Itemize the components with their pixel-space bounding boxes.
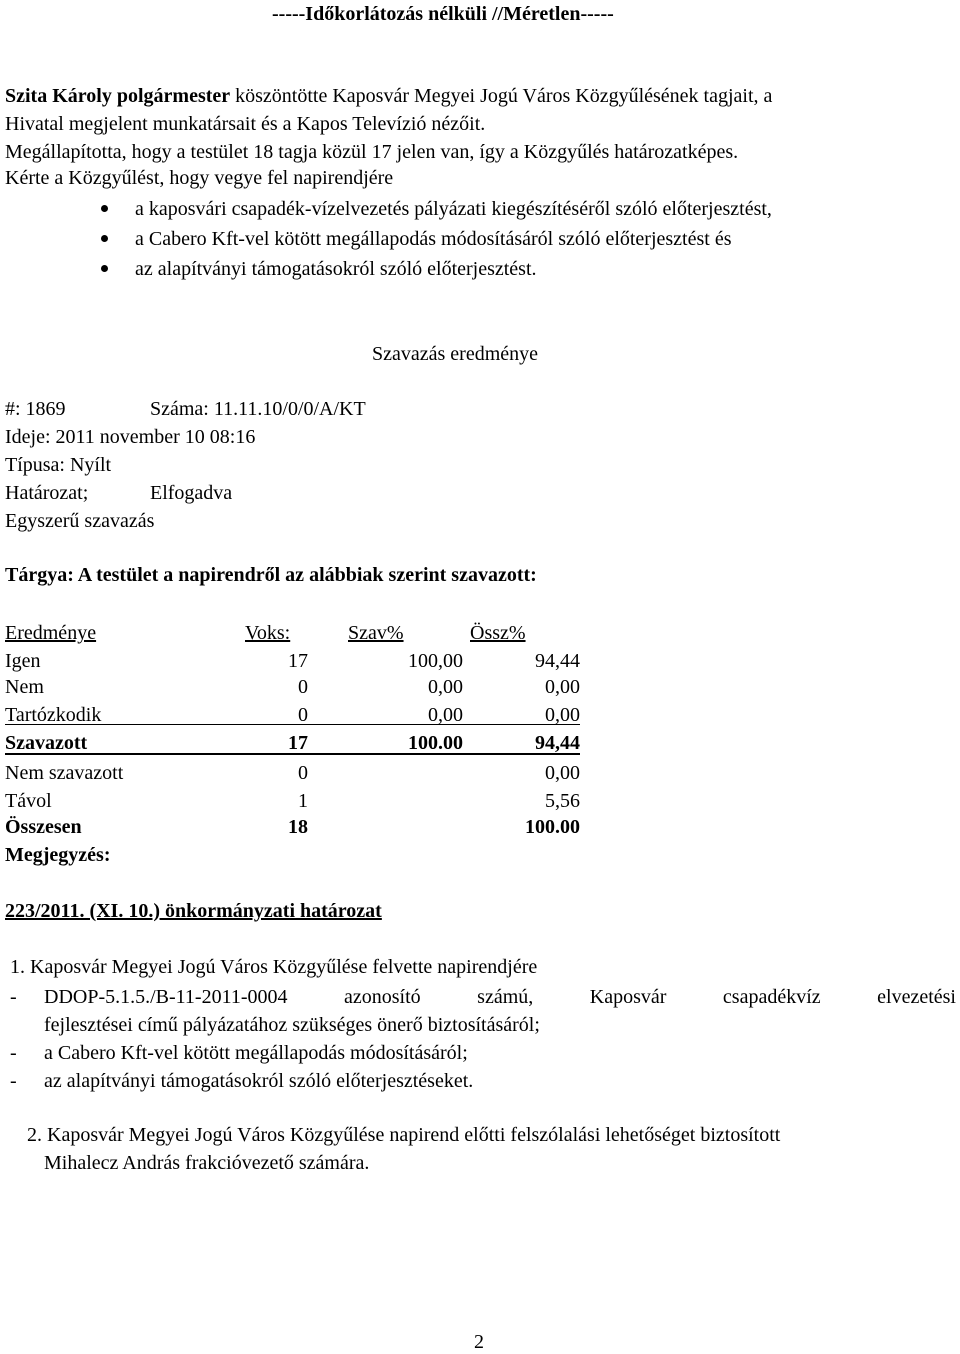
- word: Kaposvár: [589, 986, 667, 1008]
- row-szav: 0,00: [428, 704, 463, 726]
- row-label: Távol: [5, 790, 52, 812]
- decision-value: Elfogadva: [150, 482, 233, 504]
- row-votes: 18: [288, 816, 308, 838]
- row-ossz: 94,44: [535, 732, 580, 754]
- bullet-icon: [101, 235, 108, 242]
- col-header-votes: Voks:: [245, 622, 291, 644]
- col-header-ossz: Össz%: [470, 622, 526, 644]
- vote-section-title: Szavazás eredménye: [372, 343, 539, 365]
- row-ossz: 100.00: [525, 816, 580, 838]
- row-votes: 0: [298, 704, 308, 726]
- intro-line-3: Megállapította, hogy a testület 18 tagja közül 17 jelen van, így a Közgyűlés határozatképes.: [5, 141, 739, 163]
- agenda-item: a Cabero Kft-vel kötött megállapodás módosításáról szóló előterjesztést és: [135, 228, 732, 250]
- resolution-item-2: 2. Kaposvár Megyei Jogú Város Közgyűlése napirend előtti felszólalási lehetőséget biztosított: [27, 1124, 781, 1146]
- word: azonosító: [344, 986, 421, 1008]
- decision-label: Határozat;: [5, 482, 89, 504]
- resolution-dash-1-cont: fejlesztései című pályázatához szükséges önerő biztosításáról;: [44, 1014, 540, 1036]
- resolution-dash-2: a Cabero Kft-vel kötött megállapodás módosításáról;: [44, 1042, 468, 1064]
- row-szav: 100.00: [408, 732, 463, 754]
- intro-line-1-rest: köszöntötte Kaposvár Megyei Jogú Város Közgyűlésének tagjait, a: [230, 85, 773, 107]
- resolution-title: 223/2011. (XI. 10.) önkormányzati határozat: [5, 900, 382, 922]
- col-header-result: Eredménye: [5, 622, 97, 644]
- row-ossz: 94,44: [535, 650, 580, 672]
- row-ossz: 0,00: [545, 704, 580, 726]
- row-ossz: 0,00: [545, 676, 580, 698]
- row-votes: 0: [298, 676, 308, 698]
- row-label: Nem: [5, 676, 44, 698]
- row-ossz: 0,00: [545, 762, 580, 784]
- note-label: Megjegyzés:: [5, 844, 111, 866]
- row-szav: 100,00: [408, 650, 463, 672]
- vote-id: #: 1869: [5, 398, 66, 420]
- row-votes: 0: [298, 762, 308, 784]
- bullet-icon: [101, 265, 108, 272]
- row-label: Nem szavazott: [5, 762, 124, 784]
- row-votes: 1: [298, 790, 308, 812]
- agenda-item: a kaposvári csapadék-vízelvezetés pályázati kiegészítéséről szóló előterjesztést,: [135, 198, 772, 220]
- row-votes: 17: [288, 732, 308, 754]
- row-votes: 17: [288, 650, 308, 672]
- resolution-dash-1: [44, 985, 956, 1009]
- dash-marker: -: [10, 1070, 17, 1092]
- simple-vote: Egyszerű szavazás: [5, 510, 155, 532]
- vote-subject: Tárgya: A testület a napirendről az alábbiak szerint szavazott:: [5, 564, 537, 586]
- intro-line-4: Kérte a Közgyűlést, hogy vegye fel napirendjére: [5, 167, 394, 189]
- resolution-item-2-cont: Mihalecz András frakcióvezető számára.: [44, 1152, 370, 1174]
- row-label: Összesen: [5, 816, 82, 838]
- mayor-name: Szita Károly polgármester: [5, 85, 231, 107]
- vote-date: Ideje: 2011 november 10 08:16: [5, 426, 256, 448]
- row-label: Igen: [5, 650, 41, 672]
- word: DDOP-5.1.5./B-11-2011-0004: [44, 986, 288, 1008]
- agenda-item: az alapítványi támogatásokról szóló előterjesztést.: [135, 258, 537, 280]
- word: csapadékvíz: [722, 986, 821, 1008]
- row-ossz: 5,56: [545, 790, 580, 812]
- vote-type: Típusa: Nyílt: [5, 454, 112, 476]
- page-header: -----Időkorlátozás nélküli //Méretlen-----: [272, 3, 614, 25]
- bullet-icon: [101, 205, 108, 212]
- page-number: 2: [474, 1331, 484, 1353]
- word: elvezetési: [877, 986, 956, 1008]
- dash-marker: -: [10, 986, 17, 1008]
- row-szav: 0,00: [428, 676, 463, 698]
- row-label: Szavazott: [5, 732, 88, 754]
- vote-number: Száma: 11.11.10/0/0/A/KT: [150, 398, 366, 420]
- col-header-szav: Szav%: [348, 622, 404, 644]
- resolution-item-1: 1. Kaposvár Megyei Jogú Város Közgyűlése felvette napirendjére: [10, 956, 538, 978]
- resolution-dash-3: az alapítványi támogatásokról szóló előterjesztéseket.: [44, 1070, 474, 1092]
- intro-line-1: [5, 84, 772, 108]
- word: számú,: [477, 986, 534, 1008]
- dash-marker: -: [10, 1042, 17, 1064]
- row-label: Tartózkodik: [5, 704, 102, 726]
- intro-line-2: Hivatal megjelent munkatársait és a Kapos Televízió nézőit.: [5, 113, 486, 135]
